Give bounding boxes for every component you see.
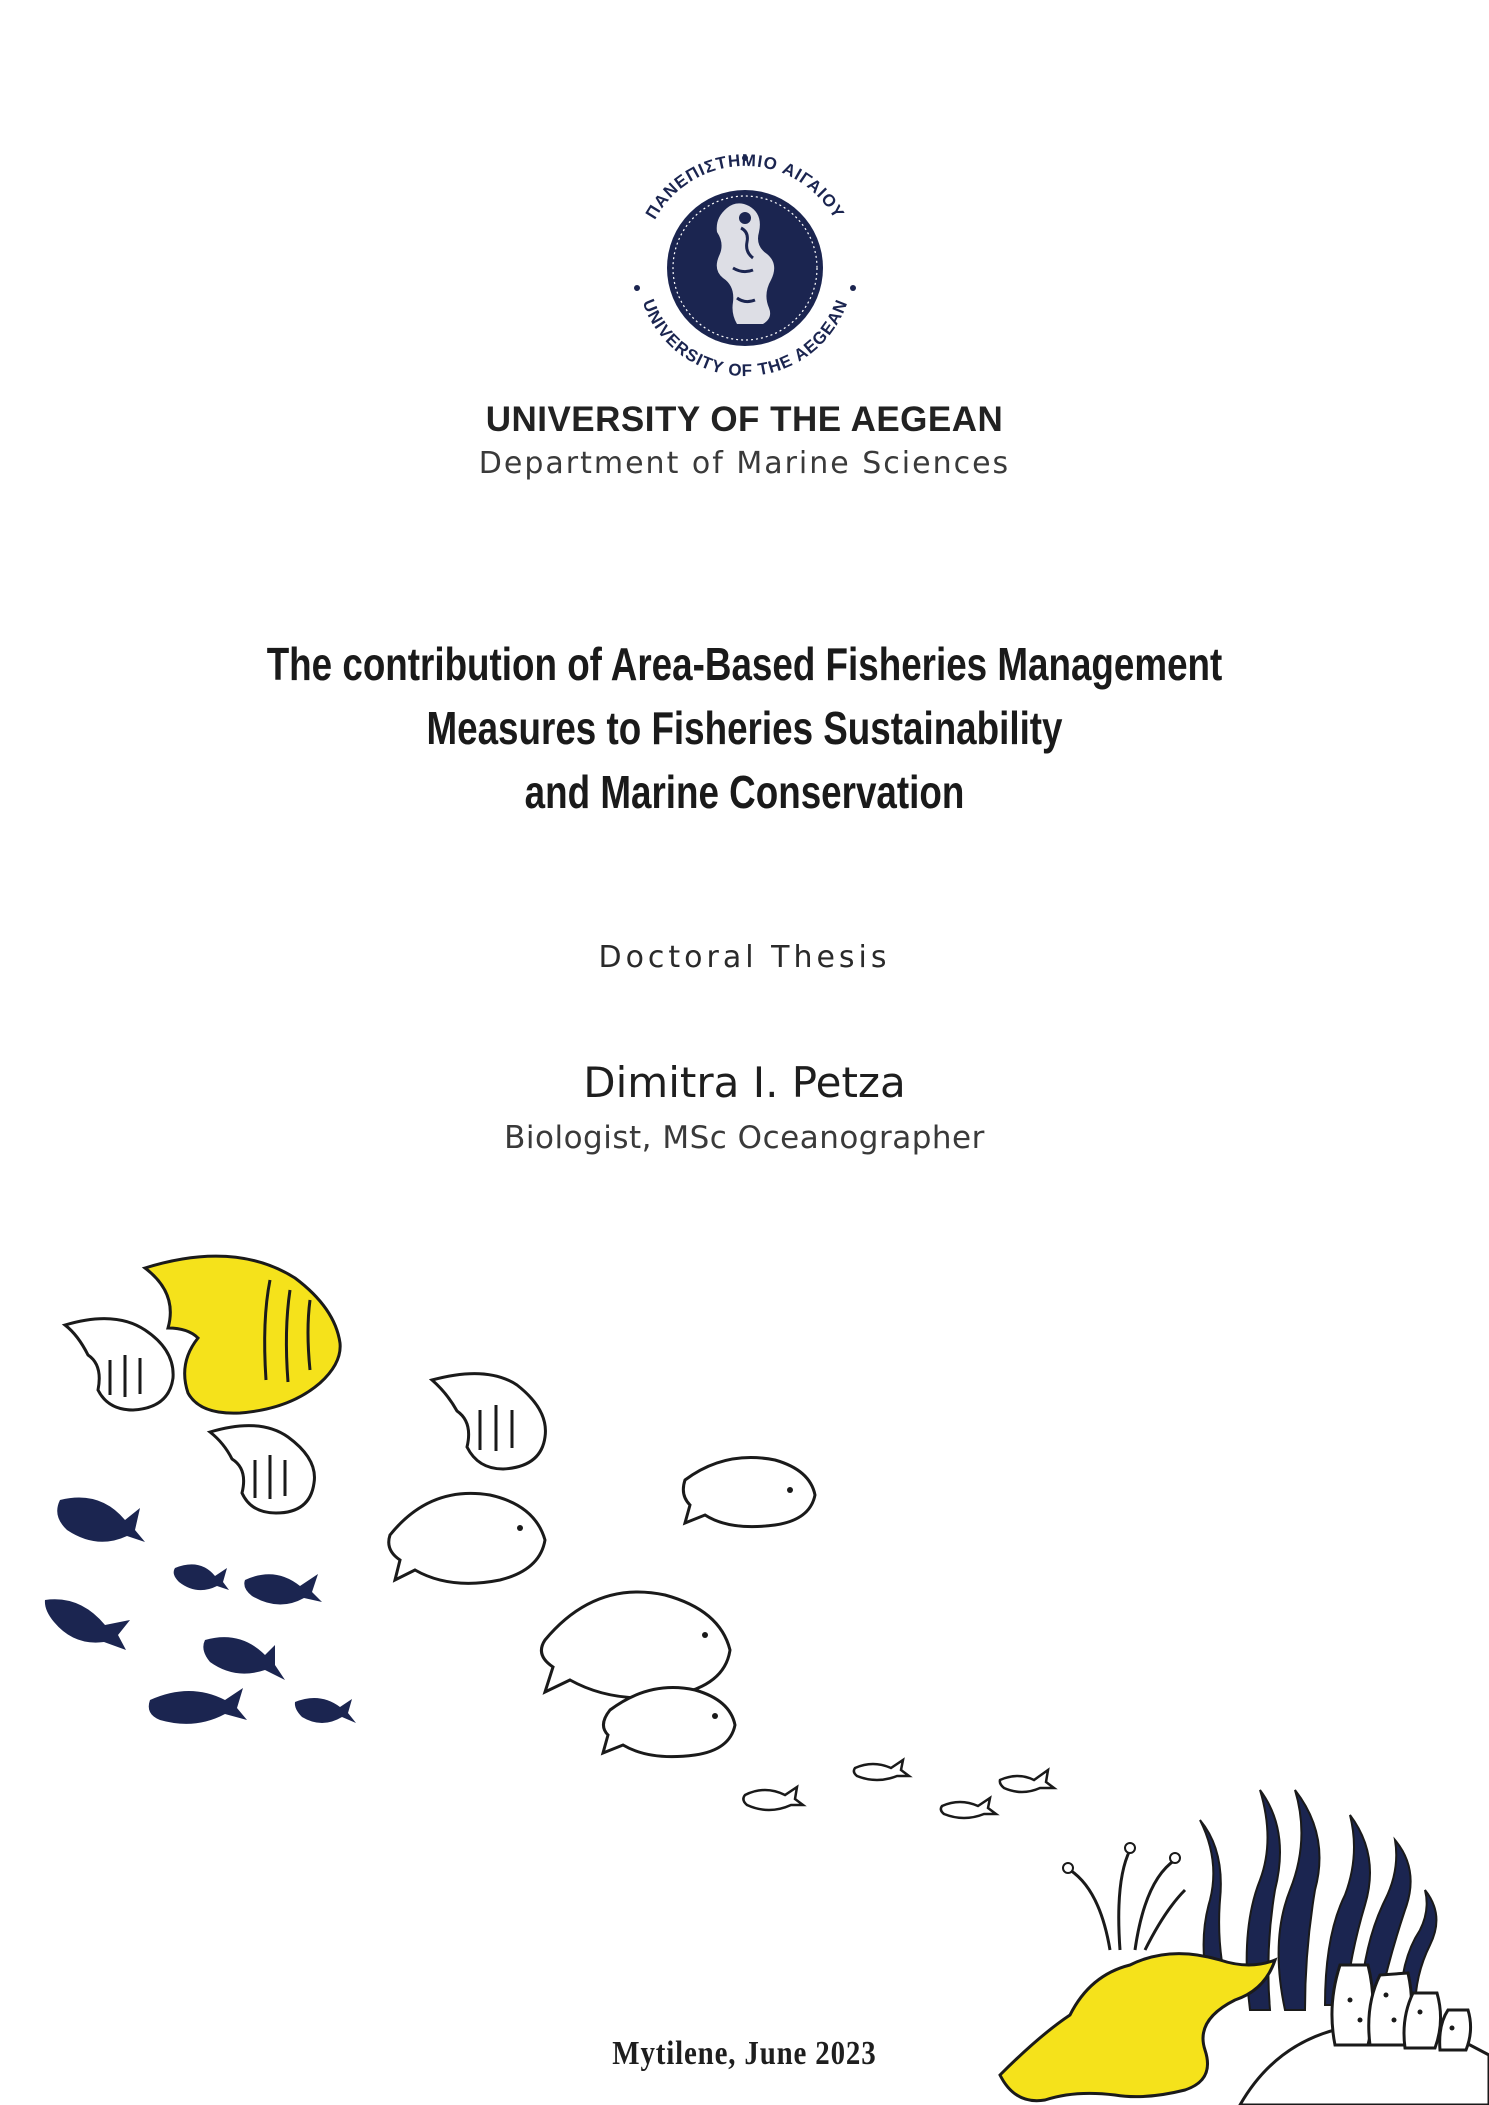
- navy-fish-icon: [45, 1498, 356, 1724]
- seal-top-text: ΠΑΝΕΠΙΣΤΗΜΙΟ ΑΙΓΑΙΟΥ: [641, 150, 849, 223]
- outline-fish-icon: [389, 1458, 815, 1757]
- marine-illustration: [0, 1230, 1489, 2105]
- yellow-angelfish-icon: [145, 1256, 340, 1413]
- place-and-date-text: Mytilene, June 2023: [612, 2035, 877, 2072]
- thesis-title-line-3: and Marine Conservation: [524, 766, 965, 818]
- place-and-date: [0, 2035, 1489, 2073]
- university-name: UNIVERSITY OF THE AEGEAN: [485, 400, 1004, 439]
- department-name: Department of Marine Sciences: [478, 446, 1011, 481]
- seal-bottom-text: UNIVERSITY OF THE AEGEAN: [638, 296, 852, 381]
- university-seal-logo: [615, 138, 875, 398]
- author-role: Biologist, MSc Oceanographer: [504, 1120, 985, 1156]
- small-fish-icon: [743, 1760, 1054, 1818]
- document-type: Doctoral Thesis: [598, 940, 891, 975]
- author-name: Dimitra I. Petza: [583, 1058, 906, 1107]
- thesis-title: [0, 632, 1489, 824]
- thesis-title-line-1: The contribution of Area-Based Fisheries Management: [266, 638, 1223, 690]
- thesis-title-line-2: Measures to Fisheries Sustainability: [426, 702, 1063, 754]
